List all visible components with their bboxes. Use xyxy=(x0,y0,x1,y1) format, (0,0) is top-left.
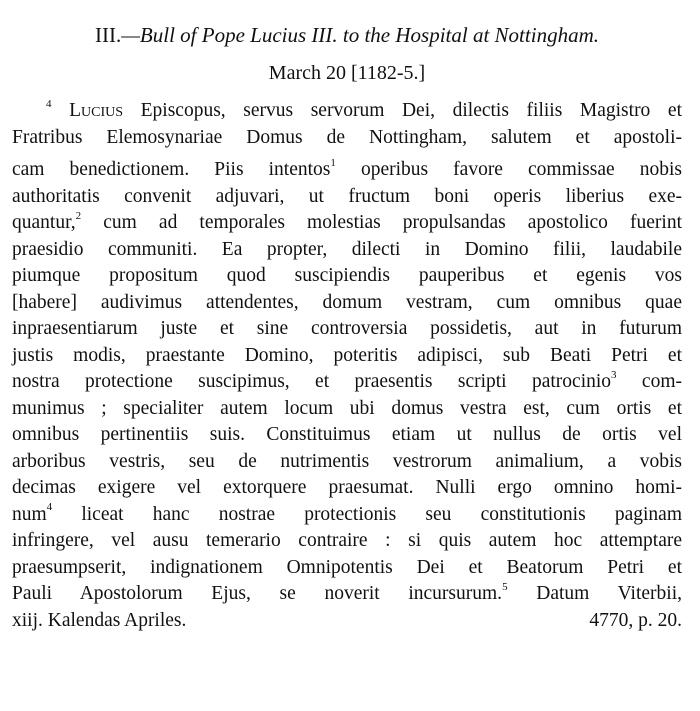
text-span: Datum Viterbii, xyxy=(507,583,683,604)
document-date: March 20 [1182-5.] xyxy=(268,62,426,84)
text-line: Fratribus Elemosynariae Domus de Nottingham, salutem et apostoli- xyxy=(12,126,682,148)
text-line xyxy=(12,210,682,237)
document-page xyxy=(12,20,682,634)
text-span: Pauli Apostolorum Ejus, se noverit incursurum. xyxy=(12,583,503,604)
text-span: cum ad temporales molestias propulsandas apostolico fuerint xyxy=(81,212,682,233)
footnote-marker: 4 xyxy=(46,501,53,513)
text-span: nostra protectione suscipimus, et praesentis scripti patrocinio xyxy=(12,371,612,392)
closing-date: xiij. Kalendas Apriles. xyxy=(12,609,187,631)
source-reference: 4770, p. 20. xyxy=(589,609,682,631)
text-span: liceat hanc nostrae protectionis seu constitutionis paginam xyxy=(52,503,682,525)
text-span: operibus favore commissae nobis xyxy=(335,159,682,180)
text-span: quantur, xyxy=(12,212,76,233)
text-line: authoritatis convenit adjuvari, ut fructum boni operis liberius exe- xyxy=(12,185,682,207)
text-line: decimas exigere vel extorquere praesumat. Nulli ergo omnino homi- xyxy=(12,477,682,498)
title-text: —Bull of Pope Lucius III. to the Hospital at Nottingham. xyxy=(121,23,599,47)
text-line: inpraesentiarum juste et sine controversia possidetis, aut in futurum xyxy=(12,318,682,339)
bull-text xyxy=(12,98,682,634)
document-title xyxy=(12,20,682,50)
text-line: [habere] audivimus attendentes, domum vestram, cum omnibus quae xyxy=(12,291,682,313)
text-line xyxy=(12,369,682,396)
text-span: Episcopus, servus servorum Dei, dilectis filiis Magistro et xyxy=(123,100,682,121)
footnote-marker: 2 xyxy=(75,209,82,222)
text-span: com- xyxy=(616,371,682,392)
text-span: cam benedictionem. Piis intentos xyxy=(12,159,331,180)
text-line: justis modis, praestante Domino, poteritis adipisci, sub Beati Petri et xyxy=(12,344,682,366)
footnote-marker: 3 xyxy=(611,368,617,381)
text-line: arboribus vestris, seu de nutrimentis vestrorum animalium, a vobis xyxy=(12,450,682,472)
pope-name: Lucius xyxy=(69,100,124,121)
footnote-marker: 1 xyxy=(330,156,336,169)
text-line xyxy=(12,98,682,125)
title-number: III. xyxy=(95,23,122,47)
text-line: praesumpserit, indignationem Omnipotentis Dei et Beatorum Petri et xyxy=(12,556,682,578)
text-line: piumque propositum quod suscipiendis pauperibus et egenis vos xyxy=(12,265,682,286)
text-line: infringere, vel ausu temerario contraire : si quis autem hoc attemptare xyxy=(12,530,682,551)
text-line xyxy=(12,157,682,184)
footnote-marker: 4 xyxy=(46,97,52,110)
text-line: praesidio communiti. Ea propter, dilecti in Domino filii, laudabile xyxy=(12,238,682,260)
text-line xyxy=(12,581,682,608)
text-line-final xyxy=(12,608,682,635)
footnote-marker: 5 xyxy=(502,580,508,593)
text-span: num xyxy=(12,503,47,525)
text-line: munimus ; specialiter autem locum ubi domus vestra est, cum ortis et xyxy=(12,397,682,419)
text-line: omnibus pertinentiis suis. Constituimus etiam ut nullus de ortis vel xyxy=(12,424,682,445)
text-line xyxy=(12,502,682,529)
